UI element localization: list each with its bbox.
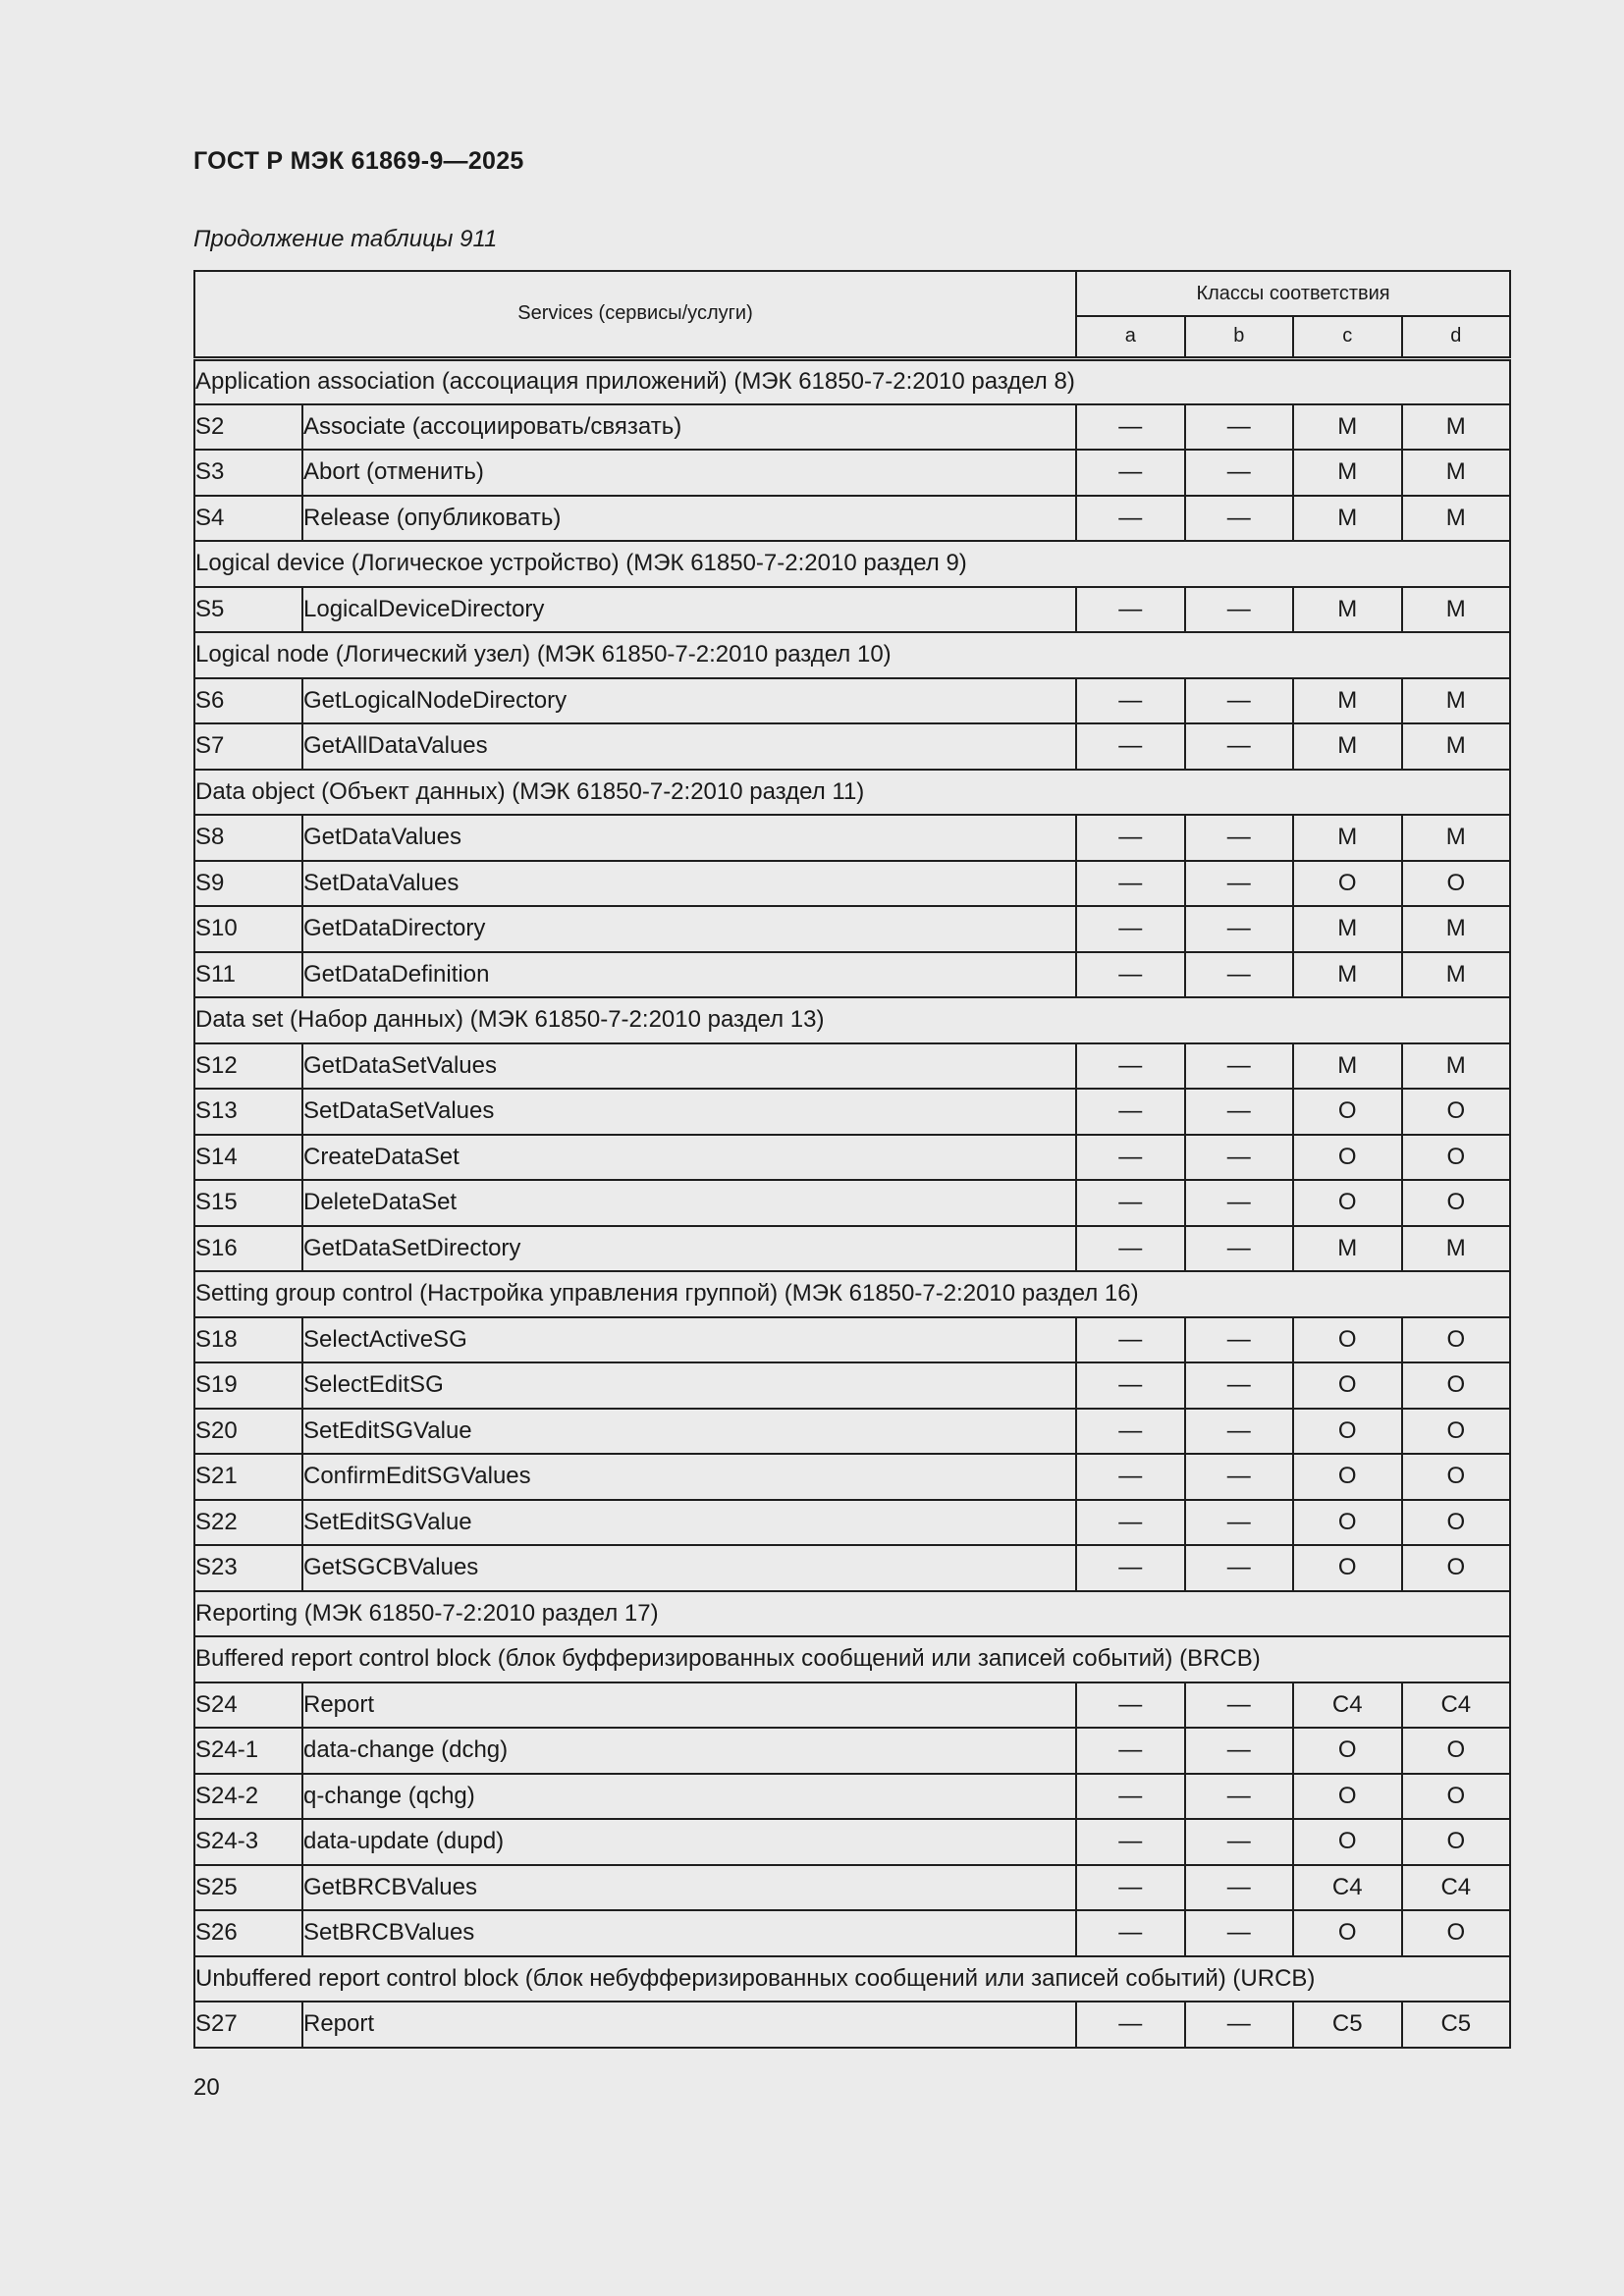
class-a-value: — (1076, 1910, 1185, 1956)
class-b-value: — (1185, 1910, 1294, 1956)
class-b-value: — (1185, 404, 1294, 451)
table-row (194, 1135, 1510, 1181)
class-b-value: — (1185, 1545, 1294, 1591)
service-code: S4 (194, 496, 302, 542)
section-title: Logical device (Логическое устройство) (МЭК 61850-7-2:2010 раздел 9) (194, 541, 1510, 587)
table-row (194, 1180, 1510, 1226)
section-row (194, 1636, 1510, 1682)
class-d-value: O (1402, 861, 1511, 907)
class-b-value: — (1185, 1362, 1294, 1409)
service-name: DeleteDataSet (302, 1180, 1076, 1226)
class-d-value: M (1402, 815, 1511, 861)
class-a-value: — (1076, 906, 1185, 952)
service-name: Abort (отменить) (302, 450, 1076, 496)
service-name: GetDataDefinition (302, 952, 1076, 998)
class-d-value: M (1402, 906, 1511, 952)
class-b-value: — (1185, 723, 1294, 770)
class-b-value: — (1185, 1819, 1294, 1865)
table-row (194, 1409, 1510, 1455)
service-code: S11 (194, 952, 302, 998)
service-code: S19 (194, 1362, 302, 1409)
section-title: Buffered report control block (блок буфферизированных сообщений или записей событий) (BRCB) (194, 1636, 1510, 1682)
section-row (194, 1591, 1510, 1637)
section-row (194, 1956, 1510, 2002)
service-code: S18 (194, 1317, 302, 1363)
service-code: S2 (194, 404, 302, 451)
service-name: GetAllDataValues (302, 723, 1076, 770)
services-header: Services (сервисы/услуги) (194, 271, 1076, 358)
conformance-table (193, 270, 1511, 2049)
class-b-value: — (1185, 1135, 1294, 1181)
class-c-value: O (1293, 1180, 1402, 1226)
service-name: Report (302, 1682, 1076, 1729)
class-b-header: b (1185, 316, 1294, 358)
table-row (194, 723, 1510, 770)
class-b-value: — (1185, 1682, 1294, 1729)
class-a-value: — (1076, 1819, 1185, 1865)
service-code: S20 (194, 1409, 302, 1455)
table-row (194, 1682, 1510, 1729)
class-d-value: O (1402, 1819, 1511, 1865)
table-row (194, 1226, 1510, 1272)
service-code: S24 (194, 1682, 302, 1729)
table-row (194, 678, 1510, 724)
class-c-header: c (1293, 316, 1402, 358)
service-code: S24-1 (194, 1728, 302, 1774)
class-b-value: — (1185, 1180, 1294, 1226)
table-row (194, 1500, 1510, 1546)
section-title: Data object (Объект данных) (МЭК 61850-7-2:2010 раздел 11) (194, 770, 1510, 816)
class-b-value: — (1185, 1226, 1294, 1272)
service-code: S16 (194, 1226, 302, 1272)
service-code: S24-3 (194, 1819, 302, 1865)
class-c-value: O (1293, 1317, 1402, 1363)
service-name: Release (опубликовать) (302, 496, 1076, 542)
class-d-value: O (1402, 1545, 1511, 1591)
class-d-value: M (1402, 587, 1511, 633)
table-row (194, 1454, 1510, 1500)
service-code: S15 (194, 1180, 302, 1226)
service-name: GetBRCBValues (302, 1865, 1076, 1911)
class-a-value: — (1076, 678, 1185, 724)
table-row (194, 1865, 1510, 1911)
section-title: Setting group control (Настройка управления группой) (МЭК 61850-7-2:2010 раздел 16) (194, 1271, 1510, 1317)
class-a-value: — (1076, 404, 1185, 451)
class-b-value: — (1185, 906, 1294, 952)
table-row (194, 1317, 1510, 1363)
class-c-value: M (1293, 587, 1402, 633)
service-code: S6 (194, 678, 302, 724)
service-name: GetDataSetValues (302, 1043, 1076, 1090)
class-b-value: — (1185, 1409, 1294, 1455)
service-name: GetDataDirectory (302, 906, 1076, 952)
section-title: Reporting (МЭК 61850-7-2:2010 раздел 17) (194, 1591, 1510, 1637)
table-row (194, 1545, 1510, 1591)
table-row (194, 496, 1510, 542)
service-code: S5 (194, 587, 302, 633)
class-d-value: M (1402, 678, 1511, 724)
class-d-value: C4 (1402, 1865, 1511, 1911)
class-c-value: O (1293, 1500, 1402, 1546)
service-name: SelectActiveSG (302, 1317, 1076, 1363)
table-row (194, 1910, 1510, 1956)
service-name: SelectEditSG (302, 1362, 1076, 1409)
class-b-value: — (1185, 1043, 1294, 1090)
class-a-header: a (1076, 316, 1185, 358)
service-name: Associate (ассоциировать/связать) (302, 404, 1076, 451)
section-row (194, 997, 1510, 1043)
class-d-value: O (1402, 1409, 1511, 1455)
class-d-value: M (1402, 952, 1511, 998)
service-code: S7 (194, 723, 302, 770)
class-c-value: O (1293, 861, 1402, 907)
service-code: S22 (194, 1500, 302, 1546)
service-code: S3 (194, 450, 302, 496)
class-a-value: — (1076, 1409, 1185, 1455)
class-c-value: O (1293, 1454, 1402, 1500)
service-name: ConfirmEditSGValues (302, 1454, 1076, 1500)
table-row (194, 1728, 1510, 1774)
service-code: S25 (194, 1865, 302, 1911)
service-name: SetDataSetValues (302, 1089, 1076, 1135)
class-d-value: O (1402, 1362, 1511, 1409)
class-c-value: O (1293, 1774, 1402, 1820)
class-c-value: O (1293, 1362, 1402, 1409)
conformance-classes-header: Классы соответствия (1076, 271, 1510, 316)
section-title: Application association (ассоциация приложений) (МЭК 61850-7-2:2010 раздел 8) (194, 358, 1510, 404)
class-a-value: — (1076, 1135, 1185, 1181)
service-code: S24-2 (194, 1774, 302, 1820)
table-row (194, 1043, 1510, 1090)
class-a-value: — (1076, 1180, 1185, 1226)
class-a-value: — (1076, 1774, 1185, 1820)
class-c-value: O (1293, 1135, 1402, 1181)
section-row (194, 632, 1510, 678)
table-row (194, 450, 1510, 496)
service-code: S13 (194, 1089, 302, 1135)
class-c-value: O (1293, 1545, 1402, 1591)
section-row (194, 541, 1510, 587)
class-d-value: O (1402, 1910, 1511, 1956)
service-name: GetDataSetDirectory (302, 1226, 1076, 1272)
class-b-value: — (1185, 2002, 1294, 2048)
header-row-1 (194, 271, 1510, 316)
table-row (194, 861, 1510, 907)
class-c-value: M (1293, 952, 1402, 998)
class-a-value: — (1076, 1043, 1185, 1090)
service-name: GetDataValues (302, 815, 1076, 861)
class-c-value: M (1293, 404, 1402, 451)
class-c-value: M (1293, 1226, 1402, 1272)
class-b-value: — (1185, 1500, 1294, 1546)
class-a-value: — (1076, 587, 1185, 633)
class-d-value: O (1402, 1089, 1511, 1135)
class-d-value: C5 (1402, 2002, 1511, 2048)
table-row (194, 906, 1510, 952)
service-name: SetEditSGValue (302, 1409, 1076, 1455)
class-a-value: — (1076, 861, 1185, 907)
class-d-value: C4 (1402, 1682, 1511, 1729)
class-c-value: M (1293, 815, 1402, 861)
class-a-value: — (1076, 1865, 1185, 1911)
table-row (194, 1362, 1510, 1409)
class-b-value: — (1185, 587, 1294, 633)
service-code: S9 (194, 861, 302, 907)
class-a-value: — (1076, 1226, 1185, 1272)
service-name: GetSGCBValues (302, 1545, 1076, 1591)
class-b-value: — (1185, 1089, 1294, 1135)
service-name: Report (302, 2002, 1076, 2048)
class-c-value: C5 (1293, 2002, 1402, 2048)
class-d-value: M (1402, 496, 1511, 542)
service-name: q-change (qchg) (302, 1774, 1076, 1820)
service-name: GetLogicalNodeDirectory (302, 678, 1076, 724)
class-a-value: — (1076, 952, 1185, 998)
table-caption: Продолжение таблицы 911 (193, 226, 498, 252)
class-a-value: — (1076, 2002, 1185, 2048)
section-title: Data set (Набор данных) (МЭК 61850-7-2:2010 раздел 13) (194, 997, 1510, 1043)
table-row (194, 1774, 1510, 1820)
class-b-value: — (1185, 1454, 1294, 1500)
section-title: Logical node (Логический узел) (МЭК 61850-7-2:2010 раздел 10) (194, 632, 1510, 678)
class-b-value: — (1185, 450, 1294, 496)
service-name: SetEditSGValue (302, 1500, 1076, 1546)
table-row (194, 1089, 1510, 1135)
class-c-value: M (1293, 906, 1402, 952)
service-name: CreateDataSet (302, 1135, 1076, 1181)
table-row (194, 815, 1510, 861)
class-a-value: — (1076, 1682, 1185, 1729)
class-a-value: — (1076, 815, 1185, 861)
class-d-value: M (1402, 404, 1511, 451)
class-d-value: O (1402, 1728, 1511, 1774)
class-a-value: — (1076, 1362, 1185, 1409)
section-row (194, 1271, 1510, 1317)
class-b-value: — (1185, 1728, 1294, 1774)
class-c-value: M (1293, 496, 1402, 542)
class-a-value: — (1076, 450, 1185, 496)
class-c-value: C4 (1293, 1682, 1402, 1729)
class-b-value: — (1185, 1317, 1294, 1363)
class-b-value: — (1185, 678, 1294, 724)
page-number: 20 (193, 2074, 220, 2101)
service-code: S8 (194, 815, 302, 861)
service-name: SetDataValues (302, 861, 1076, 907)
class-d-value: O (1402, 1180, 1511, 1226)
class-a-value: — (1076, 1545, 1185, 1591)
service-name: data-change (dchg) (302, 1728, 1076, 1774)
class-c-value: O (1293, 1910, 1402, 1956)
table-header (194, 271, 1510, 358)
table-row (194, 952, 1510, 998)
class-b-value: — (1185, 815, 1294, 861)
class-c-value: O (1293, 1728, 1402, 1774)
service-code: S27 (194, 2002, 302, 2048)
service-name: LogicalDeviceDirectory (302, 587, 1076, 633)
service-code: S10 (194, 906, 302, 952)
class-c-value: M (1293, 450, 1402, 496)
class-d-value: M (1402, 1043, 1511, 1090)
class-d-header: d (1402, 316, 1511, 358)
class-d-value: O (1402, 1774, 1511, 1820)
class-c-value: O (1293, 1819, 1402, 1865)
service-code: S23 (194, 1545, 302, 1591)
class-a-value: — (1076, 1454, 1185, 1500)
class-a-value: — (1076, 496, 1185, 542)
document-title: ГОСТ Р МЭК 61869-9—2025 (193, 147, 524, 175)
section-title: Unbuffered report control block (блок небуфферизированных сообщений или записей событий) (URCB) (194, 1956, 1510, 2002)
class-c-value: M (1293, 678, 1402, 724)
table-row (194, 2002, 1510, 2048)
class-a-value: — (1076, 723, 1185, 770)
class-c-value: O (1293, 1089, 1402, 1135)
class-c-value: O (1293, 1409, 1402, 1455)
section-row (194, 770, 1510, 816)
class-d-value: O (1402, 1500, 1511, 1546)
section-row (194, 358, 1510, 404)
class-c-value: C4 (1293, 1865, 1402, 1911)
table-body (194, 358, 1510, 2048)
service-name: data-update (dupd) (302, 1819, 1076, 1865)
service-name: SetBRCBValues (302, 1910, 1076, 1956)
class-c-value: M (1293, 1043, 1402, 1090)
service-code: S21 (194, 1454, 302, 1500)
table-row (194, 1819, 1510, 1865)
class-d-value: O (1402, 1454, 1511, 1500)
service-code: S26 (194, 1910, 302, 1956)
class-b-value: — (1185, 952, 1294, 998)
class-d-value: M (1402, 450, 1511, 496)
class-d-value: O (1402, 1135, 1511, 1181)
class-d-value: M (1402, 723, 1511, 770)
class-a-value: — (1076, 1317, 1185, 1363)
class-b-value: — (1185, 1865, 1294, 1911)
class-a-value: — (1076, 1089, 1185, 1135)
service-code: S14 (194, 1135, 302, 1181)
table-row (194, 404, 1510, 451)
class-a-value: — (1076, 1500, 1185, 1546)
class-a-value: — (1076, 1728, 1185, 1774)
class-d-value: M (1402, 1226, 1511, 1272)
class-b-value: — (1185, 496, 1294, 542)
class-b-value: — (1185, 861, 1294, 907)
service-code: S12 (194, 1043, 302, 1090)
table-row (194, 587, 1510, 633)
class-d-value: O (1402, 1317, 1511, 1363)
class-b-value: — (1185, 1774, 1294, 1820)
class-c-value: M (1293, 723, 1402, 770)
